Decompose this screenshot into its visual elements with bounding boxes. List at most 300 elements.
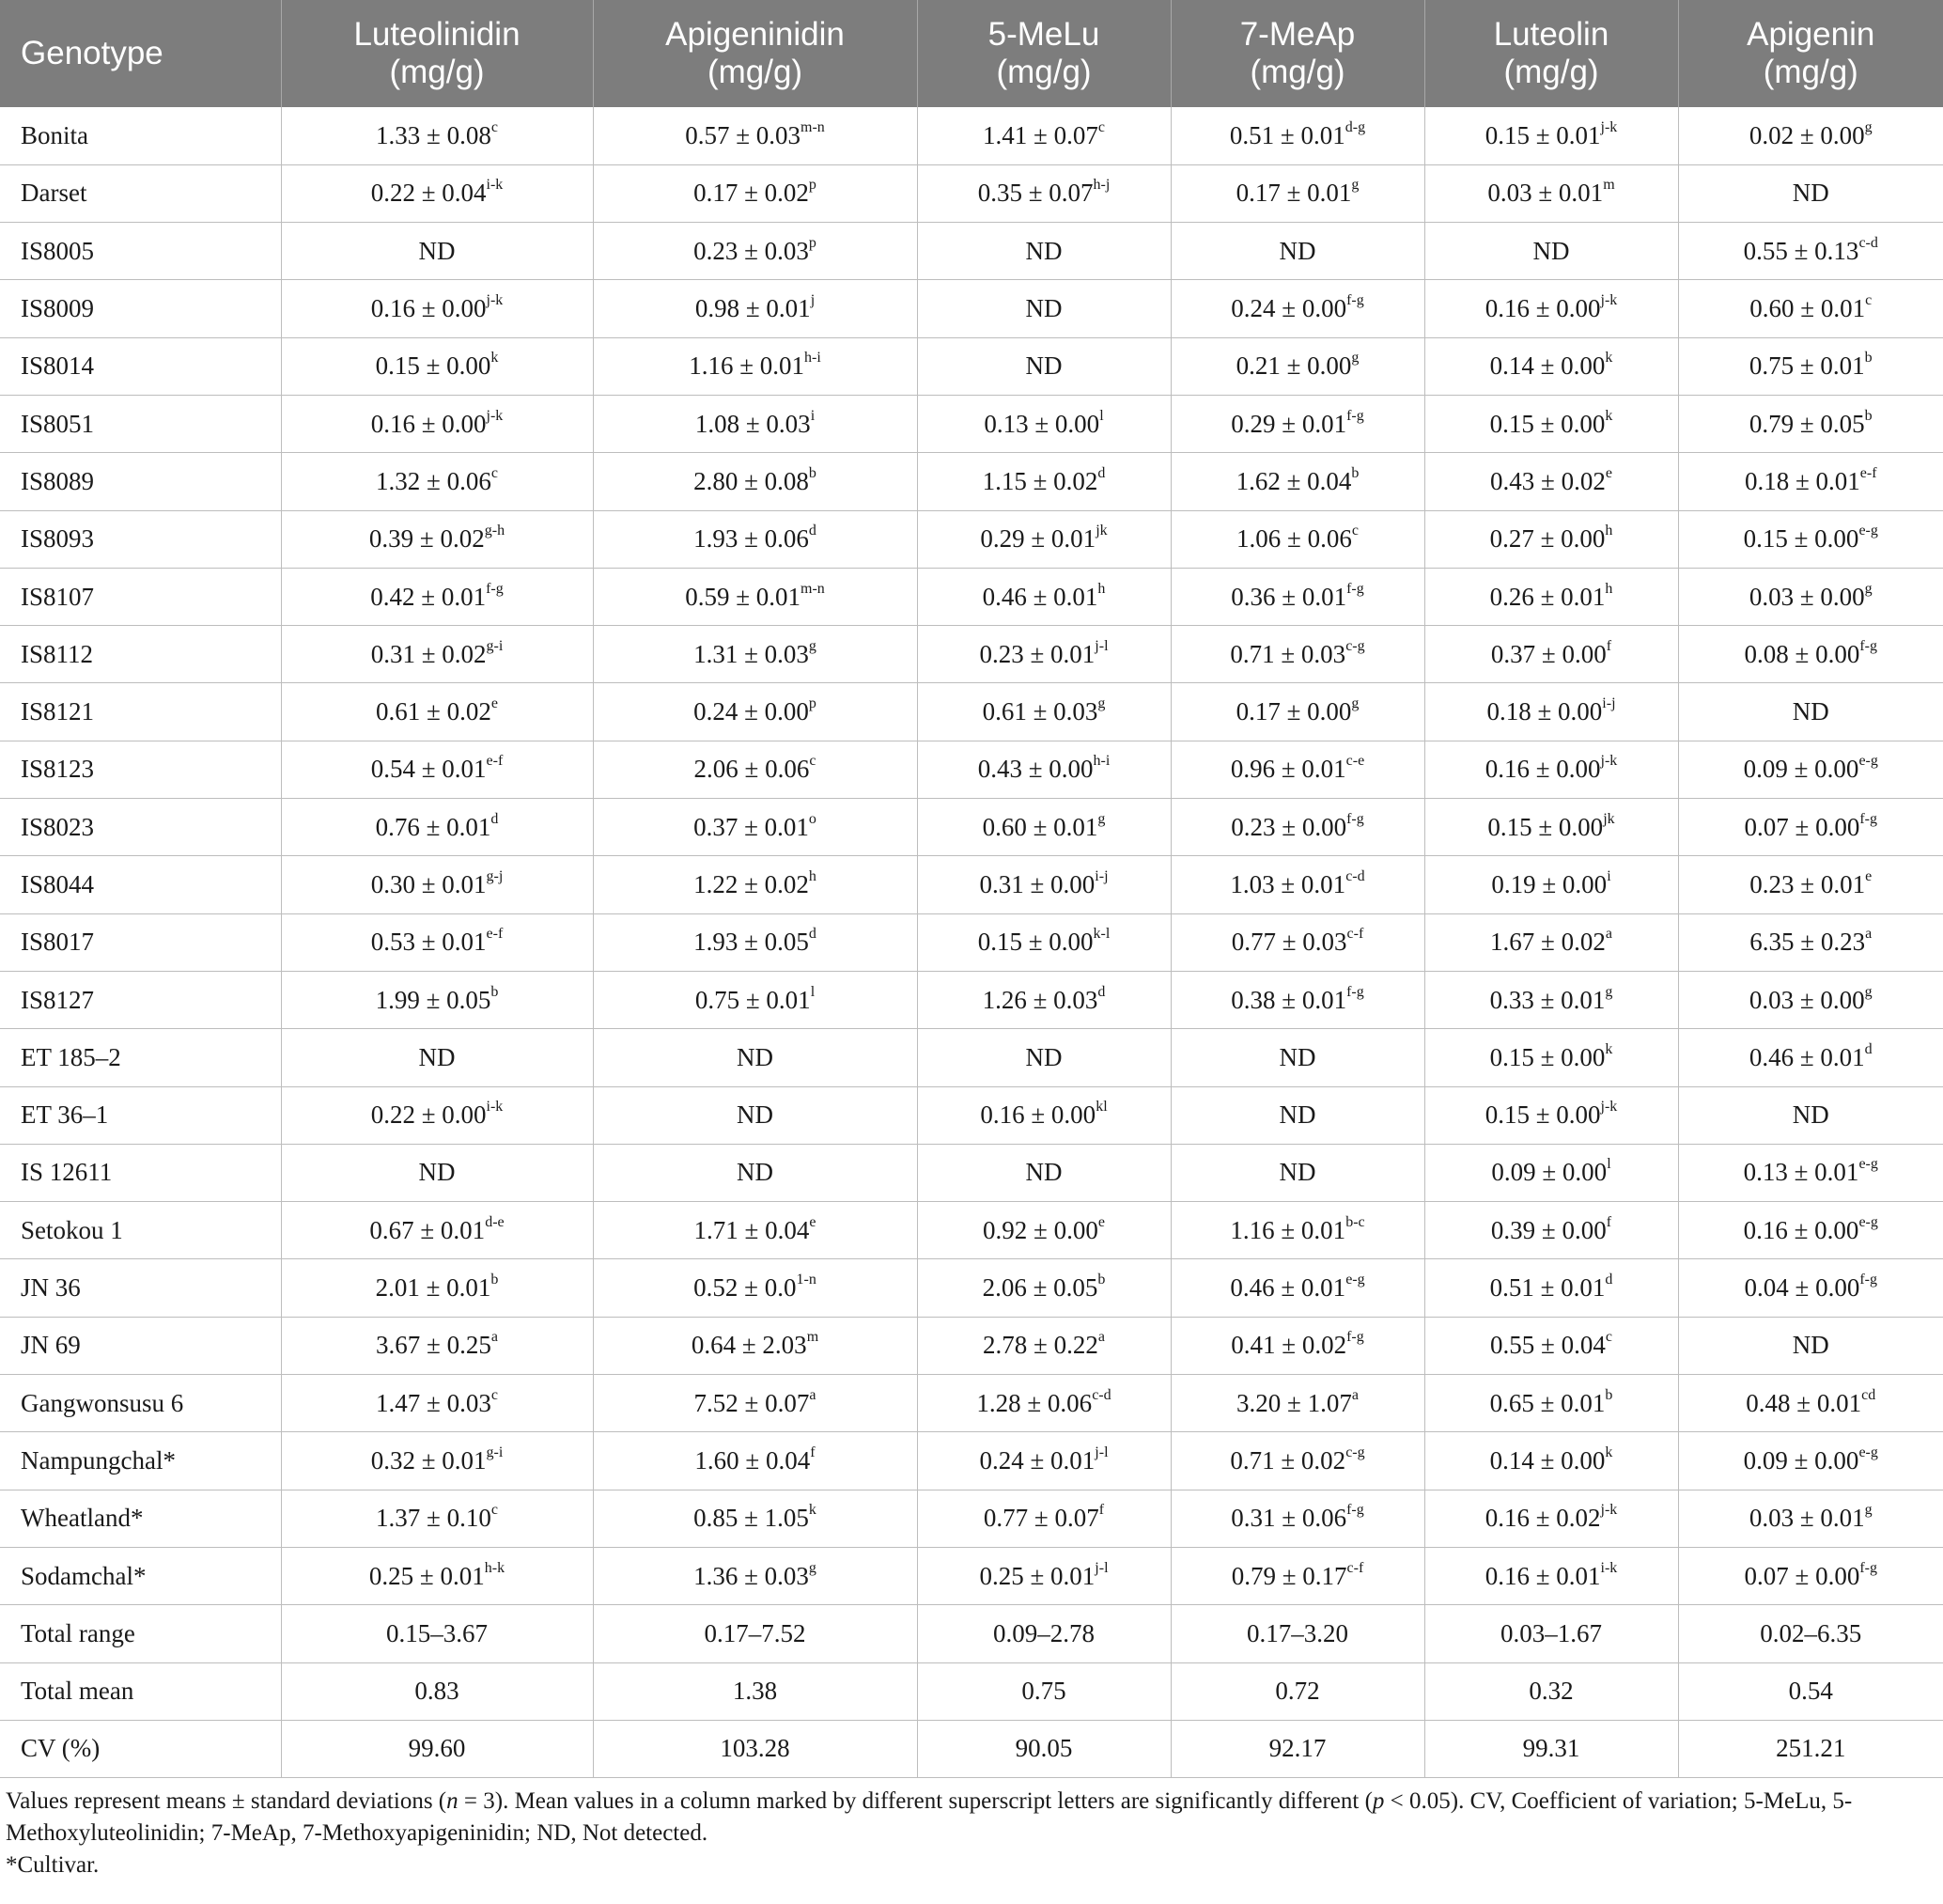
value-cell [281, 1605, 593, 1662]
cell-value: 0.16 ± 0.00 [1484, 755, 1601, 784]
cell-value: 0.79 ± 0.17 [1231, 1561, 1347, 1590]
column-header-name: Apigenin [1747, 16, 1875, 53]
column-header-name: 5-MeLu [987, 16, 1100, 53]
value-cell [917, 626, 1171, 683]
table-row [0, 1144, 1943, 1201]
value-cell [1171, 1720, 1424, 1777]
significance-letters: c [809, 753, 816, 770]
significance-letters: a [809, 1386, 816, 1403]
value-cell [281, 1547, 593, 1604]
significance-letters: b [490, 1272, 499, 1288]
table-row [0, 1662, 1943, 1720]
cell-value: 0.77 ± 0.07 [983, 1504, 1099, 1533]
value-cell [1678, 107, 1943, 164]
cell-value: 0.65 ± 0.01 [1489, 1388, 1606, 1417]
value-cell [917, 280, 1171, 337]
cell-value: 6.35 ± 0.23 [1749, 928, 1866, 957]
header-row [0, 0, 1943, 107]
cell-value: 0.16 ± 0.02 [1484, 1504, 1601, 1533]
value-cell [1424, 799, 1678, 856]
column-header [593, 0, 917, 107]
cell-value: 0.31 ± 0.02 [370, 639, 487, 668]
significance-letters: jk [1603, 810, 1615, 827]
value-cell [281, 856, 593, 913]
value-cell [1678, 1144, 1943, 1201]
significance-letters: jk [1096, 523, 1108, 539]
genotype-cell: IS8093 [0, 510, 281, 568]
value-cell [1171, 1432, 1424, 1490]
significance-letters: d [1605, 1272, 1613, 1288]
cell-value: 0.07 ± 0.00 [1744, 812, 1860, 841]
table-row [0, 856, 1943, 913]
value-cell [1171, 1259, 1424, 1317]
value-cell [917, 971, 1171, 1028]
cell-value: 3.20 ± 1.07 [1236, 1388, 1352, 1417]
cell-value: ND [1532, 236, 1570, 265]
significance-letters: f [1098, 1502, 1105, 1519]
value-cell [917, 568, 1171, 625]
cell-value: 0.16 ± 0.00 [370, 409, 487, 438]
cell-value: 1.33 ± 0.08 [376, 120, 491, 149]
genotype-cell: IS8023 [0, 799, 281, 856]
value-cell [1424, 971, 1678, 1028]
significance-letters: i [810, 407, 816, 424]
value-cell [1171, 1375, 1424, 1432]
significance-letters: g [1351, 350, 1360, 367]
cell-value: 1.32 ± 0.06 [376, 466, 491, 495]
value-cell [917, 1432, 1171, 1490]
cell-value: ND [737, 1158, 773, 1187]
significance-letters: d [490, 810, 499, 827]
cell-value: 1.47 ± 0.03 [376, 1388, 491, 1417]
cell-value: 0.59 ± 0.01 [685, 582, 801, 611]
value-cell [593, 683, 917, 741]
value-cell [1424, 337, 1678, 395]
significance-letters: j-k [1600, 118, 1618, 135]
cell-value: 0.67 ± 0.01 [369, 1215, 486, 1244]
genotype-cell: IS8121 [0, 683, 281, 741]
genotype-cell: Total mean [0, 1662, 281, 1720]
value-cell [1678, 1547, 1943, 1604]
column-header [0, 0, 281, 107]
cell-value: 1.71 ± 0.04 [693, 1215, 810, 1244]
value-cell [1678, 164, 1943, 222]
value-cell [917, 1086, 1171, 1144]
value-cell [593, 568, 917, 625]
cell-value: 0.15 ± 0.00 [977, 928, 1094, 957]
cell-value: 0.61 ± 0.02 [376, 697, 491, 726]
value-cell [281, 337, 593, 395]
cell-value: 0.24 ± 0.01 [979, 1445, 1096, 1475]
value-cell [281, 280, 593, 337]
genotype-cell: IS8051 [0, 395, 281, 452]
value-cell [593, 1086, 917, 1144]
significance-letters: e-g [1858, 1444, 1878, 1460]
table-row [0, 1720, 1943, 1777]
significance-letters: k [1605, 1040, 1613, 1057]
cell-value: 0.09 ± 0.00 [1743, 755, 1859, 784]
value-cell [917, 1259, 1171, 1317]
cell-value: 0.23 ± 0.03 [693, 236, 809, 265]
significance-letters: b [1097, 1272, 1106, 1288]
value-cell [1424, 1605, 1678, 1662]
cell-value: 0.83 [414, 1677, 459, 1706]
cell-value: 0.51 ± 0.01 [1489, 1273, 1606, 1303]
significance-letters: f-g [1859, 1559, 1877, 1576]
cell-value: 1.22 ± 0.02 [693, 870, 809, 898]
value-cell [917, 1662, 1171, 1720]
cell-value: 0.14 ± 0.00 [1489, 1445, 1606, 1475]
cell-value: 1.31 ± 0.03 [693, 639, 809, 668]
value-cell [593, 510, 917, 568]
significance-letters: f-g [1346, 1329, 1364, 1346]
genotype-cell: Nampungchal* [0, 1432, 281, 1490]
cell-value: 0.85 ± 1.05 [693, 1504, 809, 1533]
value-cell [917, 741, 1171, 798]
significance-letters: d-g [1345, 118, 1366, 135]
cell-value: ND [418, 1042, 456, 1071]
column-header-unit: (mg/g) [996, 54, 1092, 90]
significance-letters: h-j [1093, 177, 1111, 194]
significance-letters: b [808, 464, 816, 481]
significance-letters: h [808, 868, 816, 884]
genotype-cell: CV (%) [0, 1720, 281, 1777]
value-cell [281, 164, 593, 222]
cell-value: 2.78 ± 0.22 [983, 1331, 1098, 1360]
value-cell [1171, 510, 1424, 568]
cell-value: 0.46 ± 0.01 [1749, 1042, 1865, 1071]
value-cell [593, 1605, 917, 1662]
value-cell [1424, 1086, 1678, 1144]
value-cell [1171, 971, 1424, 1028]
value-cell [917, 164, 1171, 222]
cell-value: 0.33 ± 0.01 [1489, 985, 1606, 1014]
value-cell [1678, 1720, 1943, 1777]
significance-letters: g-j [486, 868, 504, 884]
genotype-cell: Darset [0, 164, 281, 222]
genotype-cell: IS8005 [0, 223, 281, 280]
table-row [0, 1432, 1943, 1490]
significance-letters: k [808, 1502, 816, 1519]
cell-value: 0.39 ± 0.02 [368, 524, 485, 554]
significance-letters: k [1605, 1444, 1613, 1460]
cell-value: ND [1025, 1158, 1063, 1187]
value-cell [1424, 1259, 1678, 1317]
significance-letters: g [808, 637, 816, 654]
column-header-unit: (mg/g) [1763, 54, 1858, 90]
cell-value: 0.29 ± 0.01 [980, 524, 1096, 554]
cell-value: ND [1792, 1331, 1829, 1360]
cell-value: 1.08 ± 0.03 [694, 409, 811, 438]
significance-letters: f-g [1346, 292, 1364, 309]
significance-letters: g-i [486, 1444, 504, 1460]
cell-value: 3.67 ± 0.25 [376, 1331, 491, 1360]
value-cell [1424, 1317, 1678, 1374]
cell-value: 0.15 ± 0.01 [1484, 120, 1601, 149]
cell-value: ND [418, 1158, 456, 1187]
significance-letters: b [1864, 350, 1873, 367]
significance-letters: m-n [801, 118, 825, 135]
cell-value: 1.03 ± 0.01 [1230, 870, 1346, 898]
cell-value: 0.16 ± 0.00 [1484, 294, 1601, 323]
value-cell [281, 395, 593, 452]
significance-letters: a [1865, 926, 1873, 943]
significance-letters: f-g [486, 580, 504, 597]
significance-letters: e [1097, 1213, 1105, 1230]
cell-value: 0.98 ± 0.01 [694, 294, 811, 323]
significance-letters: p [808, 234, 816, 251]
genotype-cell: IS8112 [0, 626, 281, 683]
cell-value: 0.08 ± 0.00 [1744, 639, 1860, 668]
cell-value: 0.03 ± 0.00 [1749, 582, 1865, 611]
value-cell [1171, 107, 1424, 164]
cell-value: 1.99 ± 0.05 [375, 985, 491, 1014]
significance-letters: c-d [1345, 868, 1365, 884]
value-cell [593, 107, 917, 164]
cell-value: 0.31 ± 0.06 [1231, 1504, 1347, 1533]
column-header [281, 0, 593, 107]
cell-value: 0.54 [1788, 1677, 1833, 1706]
table-row [0, 1605, 1943, 1662]
table-header [0, 0, 1943, 107]
value-cell [593, 1662, 917, 1720]
cell-value: 0.09 ± 0.00 [1491, 1158, 1608, 1187]
significance-letters: f [1606, 1213, 1612, 1230]
cell-value: 0.17–3.20 [1247, 1618, 1348, 1647]
significance-letters: l [1099, 407, 1104, 424]
column-header [1171, 0, 1424, 107]
cell-value: 0.03–1.67 [1500, 1618, 1602, 1647]
significance-letters: c [1351, 523, 1359, 539]
cell-value: 0.72 [1275, 1677, 1320, 1706]
cell-value: 1.37 ± 0.10 [376, 1504, 491, 1533]
table-row [0, 1547, 1943, 1604]
cell-value: 0.43 ± 0.00 [977, 755, 1094, 784]
table-row [0, 223, 1943, 280]
value-cell [917, 1720, 1171, 1777]
significance-letters: k [1605, 350, 1613, 367]
value-cell [1678, 223, 1943, 280]
cell-value: 0.24 ± 0.00 [693, 697, 809, 726]
cell-value: 0.22 ± 0.00 [370, 1100, 487, 1130]
value-cell [1678, 280, 1943, 337]
value-cell [1424, 1547, 1678, 1604]
column-header-name: 7-MeAp [1239, 16, 1356, 53]
cell-value: ND [1279, 1042, 1316, 1071]
value-cell [593, 395, 917, 452]
significance-letters: g [1605, 983, 1613, 1000]
value-cell [281, 568, 593, 625]
cell-value: 0.46 ± 0.01 [982, 582, 1098, 611]
value-cell [1678, 1432, 1943, 1490]
significance-letters: g [1864, 1502, 1873, 1519]
significance-letters: f-g [1859, 810, 1877, 827]
significance-letters: g-h [484, 523, 505, 539]
cell-value: 0.31 ± 0.00 [979, 870, 1096, 898]
cell-value: 0.02–6.35 [1760, 1618, 1862, 1647]
cell-value: 0.23 ± 0.01 [1749, 870, 1866, 898]
table-row [0, 626, 1943, 683]
cell-value: 0.16 ± 0.00 [1743, 1215, 1859, 1244]
significance-letters: j [810, 292, 816, 309]
value-cell [1678, 683, 1943, 741]
cell-value: 0.30 ± 0.01 [370, 870, 487, 898]
significance-letters: g-i [486, 637, 504, 654]
significance-letters: c [1605, 1329, 1612, 1346]
table-row [0, 741, 1943, 798]
value-cell [1424, 741, 1678, 798]
value-cell [593, 1029, 917, 1086]
cell-value: 0.71 ± 0.03 [1230, 639, 1346, 668]
value-cell [281, 1432, 593, 1490]
cell-value: 0.32 [1529, 1677, 1574, 1706]
significance-letters: d [808, 926, 816, 943]
significance-letters: j-k [1600, 292, 1618, 309]
cell-value: 0.15 ± 0.00 [1489, 409, 1606, 438]
value-cell [1678, 741, 1943, 798]
significance-letters: f-g [1859, 637, 1877, 654]
significance-letters: i [1607, 868, 1611, 884]
significance-letters: d [1097, 464, 1106, 481]
cell-value: 7.52 ± 0.07 [693, 1388, 810, 1417]
genotype-cell: Setokou 1 [0, 1202, 281, 1259]
value-cell [281, 741, 593, 798]
value-cell [1678, 971, 1943, 1028]
table-row [0, 1490, 1943, 1547]
value-cell [281, 1317, 593, 1374]
cell-value: ND [737, 1100, 773, 1130]
table-row [0, 510, 1943, 568]
cell-value: 0.32 ± 0.01 [370, 1445, 487, 1475]
value-cell [281, 913, 593, 971]
genotype-cell: JN 69 [0, 1317, 281, 1374]
significance-letters: k [1605, 407, 1613, 424]
cell-value: 0.75 ± 0.01 [1749, 351, 1865, 381]
value-cell [1424, 223, 1678, 280]
significance-letters: e-g [1858, 1213, 1878, 1230]
significance-letters: b [490, 983, 499, 1000]
cell-value: 0.15 ± 0.00 [375, 351, 491, 381]
cell-value: 0.15 ± 0.00 [1743, 524, 1859, 554]
value-cell [281, 1144, 593, 1201]
cell-value: 0.37 ± 0.01 [693, 812, 809, 841]
value-cell [917, 223, 1171, 280]
cell-value: 0.24 ± 0.00 [1231, 294, 1347, 323]
significance-letters: g [1351, 695, 1360, 712]
table-row [0, 568, 1943, 625]
cell-value: 0.64 ± 2.03 [691, 1331, 807, 1360]
significance-letters: i-j [1602, 695, 1616, 712]
value-cell [281, 510, 593, 568]
cell-value: 1.60 ± 0.04 [694, 1445, 811, 1475]
cell-value: 103.28 [720, 1734, 790, 1763]
genotype-cell: ET 36–1 [0, 1086, 281, 1144]
value-cell [281, 223, 593, 280]
cell-value: 0.42 ± 0.01 [370, 582, 487, 611]
value-cell [1678, 1259, 1943, 1317]
cell-value: 0.27 ± 0.00 [1489, 524, 1606, 554]
genotype-cell: JN 36 [0, 1259, 281, 1317]
cell-value: 251.21 [1776, 1734, 1846, 1763]
cell-value: 0.75 ± 0.01 [694, 985, 811, 1014]
value-cell [281, 1259, 593, 1317]
significance-letters: m-n [801, 580, 825, 597]
significance-letters: b [1351, 464, 1360, 481]
cell-value: 0.26 ± 0.01 [1489, 582, 1606, 611]
significance-letters: f [810, 1444, 816, 1460]
cell-value: 0.13 ± 0.00 [984, 409, 1100, 438]
value-cell [1171, 337, 1424, 395]
significance-letters: l [810, 983, 816, 1000]
genotype-cell: IS8089 [0, 453, 281, 510]
cell-value: ND [1279, 1100, 1316, 1130]
value-cell [1171, 626, 1424, 683]
value-cell [1424, 913, 1678, 971]
significance-letters: h-i [1093, 753, 1111, 770]
value-cell [1171, 568, 1424, 625]
significance-letters: c-f [1346, 926, 1364, 943]
cell-value: 0.92 ± 0.00 [983, 1215, 1098, 1244]
column-header-name: Apigeninidin [665, 16, 845, 53]
column-header-unit: (mg/g) [1503, 54, 1599, 90]
cell-value: 1.16 ± 0.01 [689, 351, 805, 381]
significance-letters: f-g [1346, 1502, 1364, 1519]
table-footnotes [0, 1778, 1943, 1881]
value-cell [1424, 107, 1678, 164]
value-cell [1171, 799, 1424, 856]
cell-value: 0.16 ± 0.01 [1484, 1561, 1601, 1590]
value-cell [593, 164, 917, 222]
significance-letters: g [808, 1559, 816, 1576]
table-row [0, 1202, 1943, 1259]
significance-letters: e [1605, 464, 1612, 481]
footnote-cultivar: *Cultivar. [6, 1852, 100, 1879]
cell-value: 0.79 ± 0.05 [1749, 409, 1865, 438]
footnote-values: Values represent means ± standard deviations (n = 3). Mean values in a column marked by different superscript letters are significantly different (p < 0.05). CV, Coefficient of variation; 5-MeLu, 5-Methoxyluteolinidin; 7-MeAp, 7-Methoxyapigeninidin; ND, Not detected. [6, 1788, 1853, 1847]
cell-value: 2.06 ± 0.06 [693, 755, 810, 784]
cell-value: 0.17 ± 0.02 [693, 179, 809, 208]
value-cell [1678, 856, 1943, 913]
significance-letters: a [490, 1329, 498, 1346]
significance-letters: h [1605, 580, 1613, 597]
cell-value: 0.14 ± 0.00 [1489, 351, 1606, 381]
cell-value: 0.21 ± 0.00 [1236, 351, 1352, 381]
genotype-cell: IS8017 [0, 913, 281, 971]
value-cell [1678, 568, 1943, 625]
cell-value: 0.23 ± 0.00 [1231, 812, 1347, 841]
genotype-cell: IS8127 [0, 971, 281, 1028]
column-header-name: Luteolin [1493, 16, 1609, 53]
column-header-name: Luteolinidin [353, 16, 521, 53]
significance-letters: e [809, 1213, 816, 1230]
value-cell [917, 453, 1171, 510]
value-cell [1424, 1662, 1678, 1720]
cell-value: 0.38 ± 0.01 [1231, 985, 1347, 1014]
significance-letters: e [490, 695, 498, 712]
value-cell [917, 1605, 1171, 1662]
significance-letters: j-l [1095, 1444, 1109, 1460]
table-row [0, 799, 1943, 856]
cell-value: 0.19 ± 0.00 [1491, 870, 1608, 898]
significance-letters: m [1603, 177, 1615, 194]
value-cell [1424, 856, 1678, 913]
value-cell [281, 1490, 593, 1547]
cell-value: 0.41 ± 0.02 [1231, 1331, 1347, 1360]
significance-letters: c-e [1345, 753, 1365, 770]
cell-value: 2.06 ± 0.05 [982, 1273, 1098, 1303]
table-row [0, 337, 1943, 395]
genotype-cell: Bonita [0, 107, 281, 164]
